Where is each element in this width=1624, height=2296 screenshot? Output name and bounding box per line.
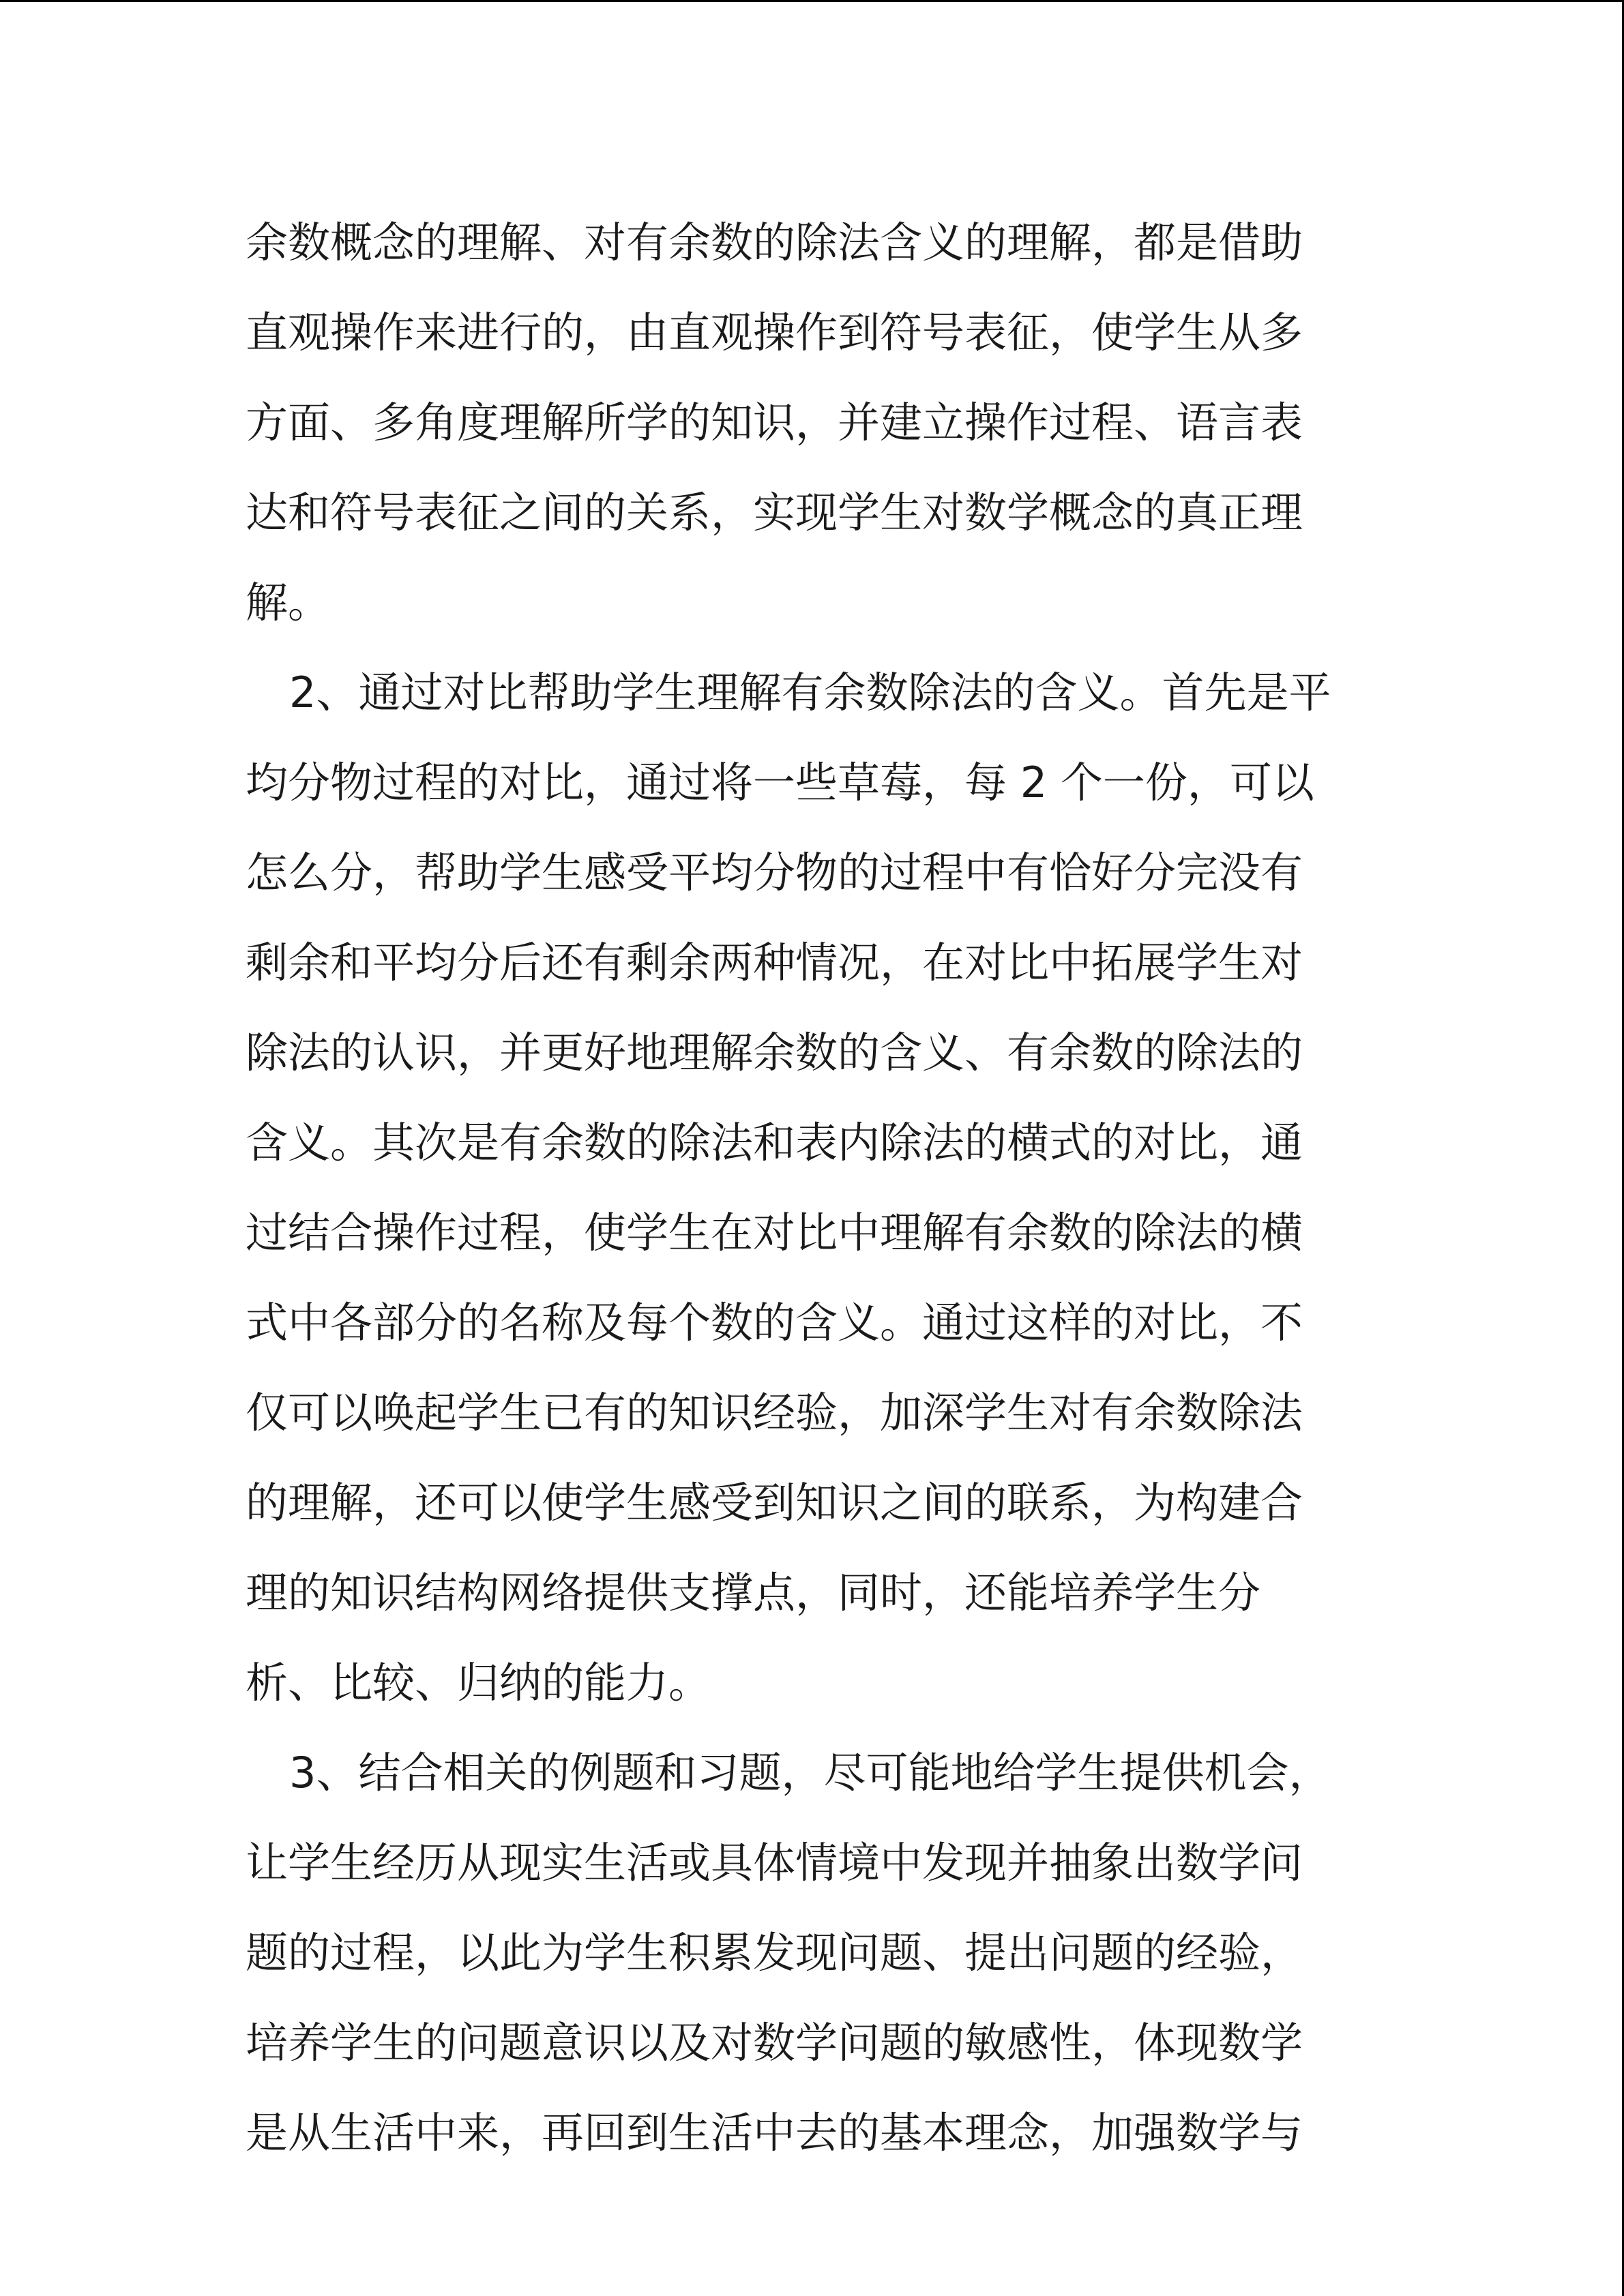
text-line: 是从生活中来，再回到生活中去的基本理念，加强数学与	[246, 2108, 1303, 2158]
text-line: 式中各部分的名称及每个数的含义。通过这样的对比，不	[246, 1298, 1303, 1347]
document-body	[246, 198, 1371, 2178]
text-line: 直观操作来进行的，由直观操作到符号表征，使学生从多	[246, 308, 1303, 357]
text-line: 培养学生的问题意识以及对数学问题的敏感性，体现数学	[246, 2018, 1303, 2068]
text-line: 均分物过程的对比，通过将一些草莓，每 2 个一份，可以	[246, 758, 1314, 807]
text-line: 析、比较、归纳的能力。	[246, 1658, 711, 1708]
text-line: 方面、多角度理解所学的知识，并建立操作过程、语言表	[246, 398, 1303, 447]
text-line: 怎么分，帮助学生感受平均分物的过程中有恰好分完没有	[246, 848, 1303, 897]
paragraph-3-start: 3、结合相关的例题和习题，尽可能地给学生提供机会，	[289, 1748, 1331, 1798]
paragraph-2-start: 2、通过对比帮助学生理解有余数除法的含义。首先是平	[289, 668, 1331, 717]
text-line: 解。	[246, 578, 331, 627]
text-line: 让学生经历从现实生活或具体情境中发现并抽象出数学问	[246, 1838, 1303, 1888]
page-top-border	[0, 0, 1624, 2]
text-line: 题的过程，以此为学生积累发现问题、提出问题的经验，	[246, 1928, 1303, 1978]
text-line: 的理解，还可以使学生感受到知识之间的联系，为构建合	[246, 1478, 1303, 1527]
text-line: 含义。其次是有余数的除法和表内除法的横式的对比，通	[246, 1118, 1303, 1167]
text-line: 除法的认识，并更好地理解余数的含义、有余数的除法的	[246, 1028, 1303, 1077]
text-line: 仅可以唤起学生已有的知识经验，加深学生对有余数除法	[246, 1388, 1303, 1437]
text-line: 过结合操作过程，使学生在对比中理解有余数的除法的横	[246, 1208, 1303, 1257]
text-line: 剩余和平均分后还有剩余两种情况，在对比中拓展学生对	[246, 938, 1303, 987]
text-line: 理的知识结构网络提供支撑点，同时，还能培养学生分	[246, 1568, 1261, 1617]
text-line: 达和符号表征之间的关系，实现学生对数学概念的真正理	[246, 488, 1303, 537]
text-line: 余数概念的理解、对有余数的除法含义的理解，都是借助	[246, 218, 1303, 267]
